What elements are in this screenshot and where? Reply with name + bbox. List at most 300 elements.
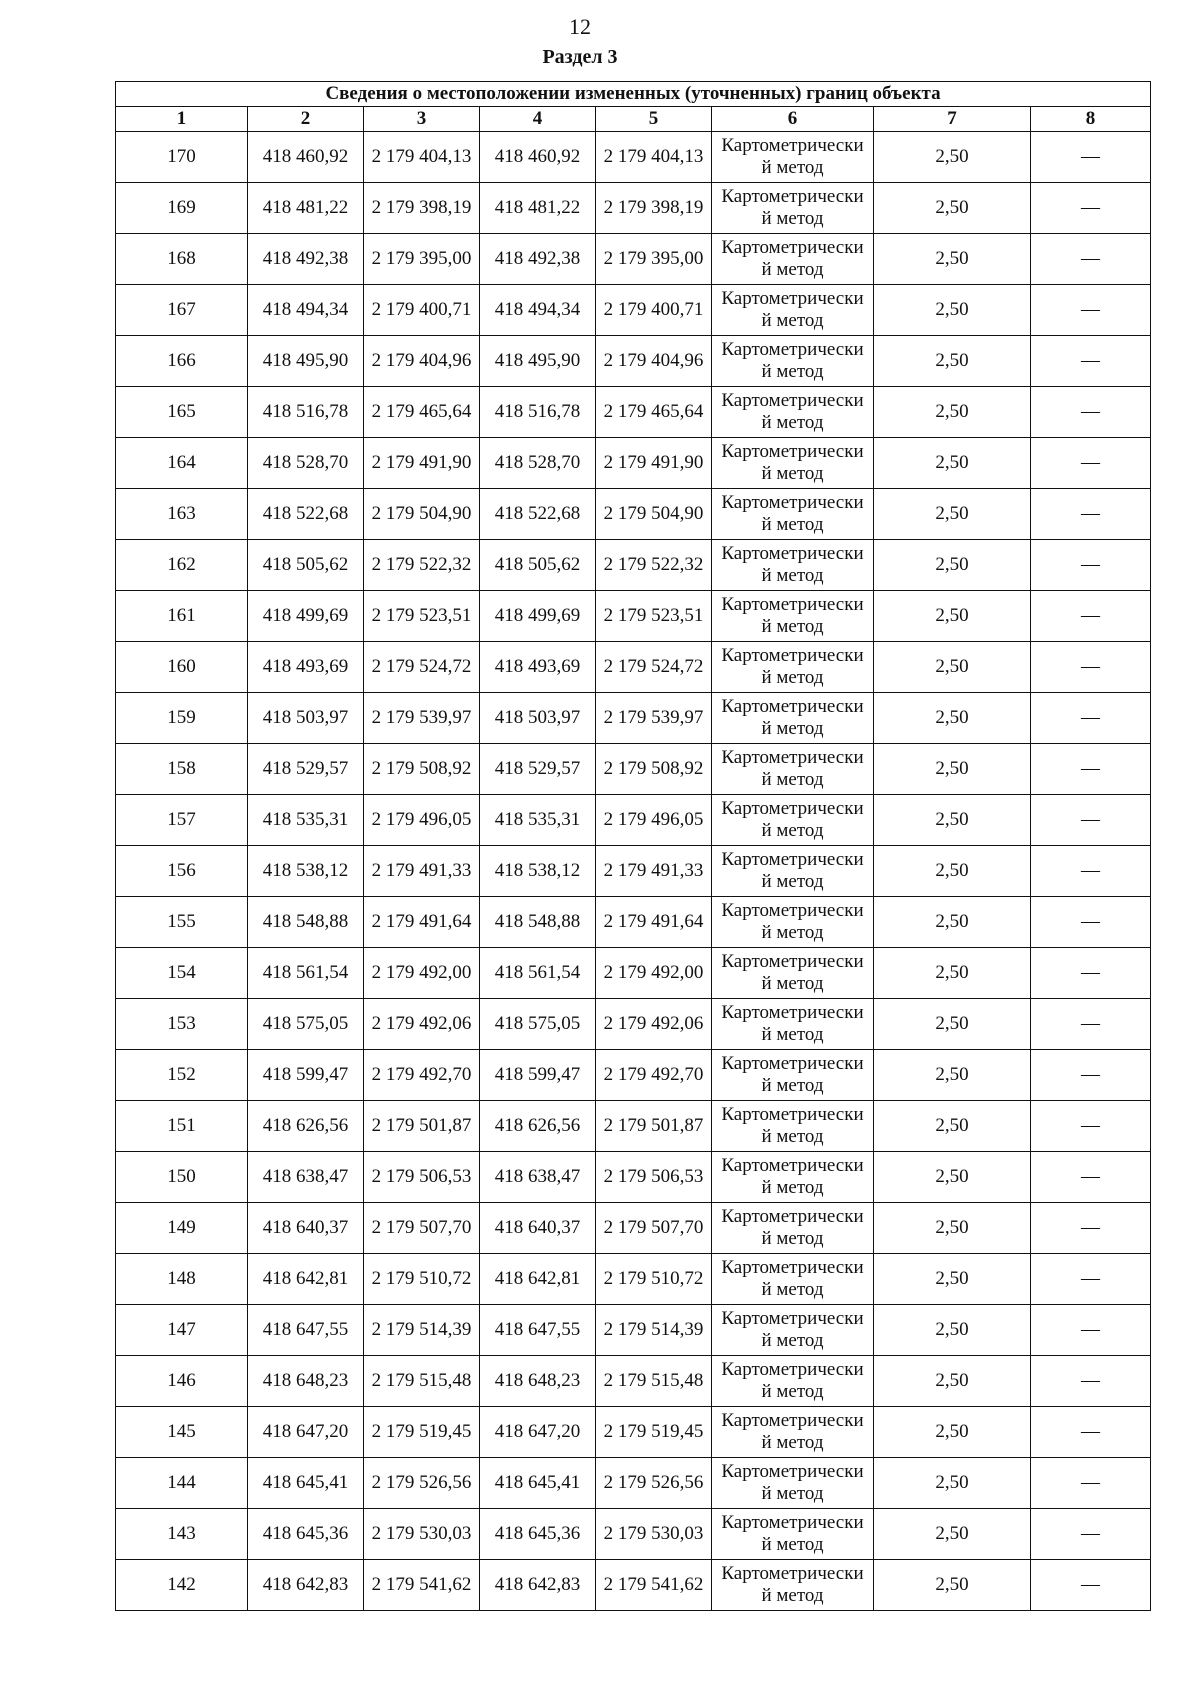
method-text-line1: Картометрически xyxy=(721,288,864,309)
new-x-cell: 418 495,90 xyxy=(480,336,596,387)
table-row xyxy=(116,1305,1151,1356)
existing-y-cell: 2 179 404,96 xyxy=(364,336,480,387)
column-number: 3 xyxy=(364,107,480,132)
new-x-cell: 418 640,37 xyxy=(480,1203,596,1254)
point-number-cell: 166 xyxy=(116,336,248,387)
new-x-cell: 418 575,05 xyxy=(480,999,596,1050)
method-cell xyxy=(712,234,874,285)
table-row xyxy=(116,1407,1151,1458)
table-row xyxy=(116,489,1151,540)
point-number-cell: 162 xyxy=(116,540,248,591)
new-x-cell: 418 522,68 xyxy=(480,489,596,540)
point-number-cell: 156 xyxy=(116,846,248,897)
new-y-cell: 2 179 400,71 xyxy=(596,285,712,336)
method-text-line2: й метод xyxy=(761,1534,824,1555)
new-y-cell: 2 179 492,00 xyxy=(596,948,712,999)
new-x-cell: 418 642,81 xyxy=(480,1254,596,1305)
accuracy-cell: 2,50 xyxy=(874,999,1031,1050)
description-cell: — xyxy=(1031,1152,1151,1203)
existing-x-cell: 418 648,23 xyxy=(248,1356,364,1407)
existing-x-cell: 418 492,38 xyxy=(248,234,364,285)
description-cell: — xyxy=(1031,693,1151,744)
point-number-cell: 153 xyxy=(116,999,248,1050)
new-x-cell: 418 642,83 xyxy=(480,1560,596,1611)
existing-x-cell: 418 647,55 xyxy=(248,1305,364,1356)
existing-x-cell: 418 516,78 xyxy=(248,387,364,438)
method-cell xyxy=(712,1305,874,1356)
table-row xyxy=(116,642,1151,693)
column-number: 4 xyxy=(480,107,596,132)
new-x-cell: 418 481,22 xyxy=(480,183,596,234)
description-cell: — xyxy=(1031,1458,1151,1509)
method-text-line1: Картометрически xyxy=(721,186,864,207)
method-cell xyxy=(712,132,874,183)
new-x-cell: 418 503,97 xyxy=(480,693,596,744)
method-text-line1: Картометрически xyxy=(721,1410,864,1431)
method-text-line2: й метод xyxy=(761,310,824,331)
method-cell xyxy=(712,1356,874,1407)
method-cell xyxy=(712,1101,874,1152)
new-y-cell: 2 179 491,64 xyxy=(596,897,712,948)
description-cell: — xyxy=(1031,1560,1151,1611)
existing-x-cell: 418 561,54 xyxy=(248,948,364,999)
method-text-line2: й метод xyxy=(761,1483,824,1504)
description-cell: — xyxy=(1031,795,1151,846)
method-text-line2: й метод xyxy=(761,667,824,688)
existing-x-cell: 418 538,12 xyxy=(248,846,364,897)
accuracy-cell: 2,50 xyxy=(874,1407,1031,1458)
table-row xyxy=(116,744,1151,795)
new-y-cell: 2 179 522,32 xyxy=(596,540,712,591)
method-text-line2: й метод xyxy=(761,259,824,280)
existing-y-cell: 2 179 541,62 xyxy=(364,1560,480,1611)
table-row xyxy=(116,948,1151,999)
new-y-cell: 2 179 515,48 xyxy=(596,1356,712,1407)
method-text-line2: й метод xyxy=(761,1228,824,1249)
new-x-cell: 418 548,88 xyxy=(480,897,596,948)
new-y-cell: 2 179 519,45 xyxy=(596,1407,712,1458)
new-x-cell: 418 529,57 xyxy=(480,744,596,795)
column-number: 1 xyxy=(116,107,248,132)
existing-y-cell: 2 179 514,39 xyxy=(364,1305,480,1356)
point-number-cell: 146 xyxy=(116,1356,248,1407)
method-text-line1: Картометрически xyxy=(721,543,864,564)
point-number-cell: 163 xyxy=(116,489,248,540)
existing-y-cell: 2 179 491,33 xyxy=(364,846,480,897)
column-number: 6 xyxy=(712,107,874,132)
existing-x-cell: 418 647,20 xyxy=(248,1407,364,1458)
new-y-cell: 2 179 404,13 xyxy=(596,132,712,183)
accuracy-cell: 2,50 xyxy=(874,1152,1031,1203)
accuracy-cell: 2,50 xyxy=(874,795,1031,846)
existing-x-cell: 418 493,69 xyxy=(248,642,364,693)
point-number-cell: 167 xyxy=(116,285,248,336)
method-text-line1: Картометрически xyxy=(721,951,864,972)
table-row xyxy=(116,387,1151,438)
existing-y-cell: 2 179 465,64 xyxy=(364,387,480,438)
description-cell: — xyxy=(1031,1050,1151,1101)
accuracy-cell: 2,50 xyxy=(874,336,1031,387)
method-text-line2: й метод xyxy=(761,1075,824,1096)
existing-x-cell: 418 642,83 xyxy=(248,1560,364,1611)
method-text-line1: Картометрически xyxy=(721,696,864,717)
method-text-line2: й метод xyxy=(761,1381,824,1402)
existing-x-cell: 418 505,62 xyxy=(248,540,364,591)
method-text-line2: й метод xyxy=(761,1024,824,1045)
new-x-cell: 418 516,78 xyxy=(480,387,596,438)
new-y-cell: 2 179 465,64 xyxy=(596,387,712,438)
point-number-cell: 149 xyxy=(116,1203,248,1254)
new-y-cell: 2 179 506,53 xyxy=(596,1152,712,1203)
new-y-cell: 2 179 398,19 xyxy=(596,183,712,234)
table-row xyxy=(116,693,1151,744)
existing-y-cell: 2 179 507,70 xyxy=(364,1203,480,1254)
table-row xyxy=(116,1203,1151,1254)
new-y-cell: 2 179 508,92 xyxy=(596,744,712,795)
description-cell: — xyxy=(1031,285,1151,336)
description-cell: — xyxy=(1031,642,1151,693)
new-x-cell: 418 645,41 xyxy=(480,1458,596,1509)
accuracy-cell: 2,50 xyxy=(874,1254,1031,1305)
method-cell xyxy=(712,642,874,693)
description-cell: — xyxy=(1031,846,1151,897)
table-row xyxy=(116,234,1151,285)
point-number-cell: 154 xyxy=(116,948,248,999)
existing-x-cell: 418 645,41 xyxy=(248,1458,364,1509)
accuracy-cell: 2,50 xyxy=(874,642,1031,693)
method-text-line1: Картометрически xyxy=(721,237,864,258)
description-cell: — xyxy=(1031,999,1151,1050)
table-row xyxy=(116,540,1151,591)
method-text-line1: Картометрически xyxy=(721,1563,864,1584)
new-y-cell: 2 179 507,70 xyxy=(596,1203,712,1254)
description-cell: — xyxy=(1031,1509,1151,1560)
existing-y-cell: 2 179 492,70 xyxy=(364,1050,480,1101)
method-text-line1: Картометрически xyxy=(721,1257,864,1278)
method-text-line2: й метод xyxy=(761,769,824,790)
method-cell xyxy=(712,948,874,999)
table-row xyxy=(116,1254,1151,1305)
table-row xyxy=(116,183,1151,234)
column-number: 7 xyxy=(874,107,1031,132)
table-row xyxy=(116,1050,1151,1101)
new-y-cell: 2 179 504,90 xyxy=(596,489,712,540)
existing-y-cell: 2 179 508,92 xyxy=(364,744,480,795)
table-caption: Сведения о местоположении измененных (уточненных) границ объекта xyxy=(116,82,1151,107)
table-row xyxy=(116,1509,1151,1560)
existing-x-cell: 418 528,70 xyxy=(248,438,364,489)
new-x-cell: 418 599,47 xyxy=(480,1050,596,1101)
method-text-line1: Картометрически xyxy=(721,441,864,462)
method-text-line1: Картометрически xyxy=(721,645,864,666)
table-row xyxy=(116,897,1151,948)
coordinates-table xyxy=(115,81,1151,1611)
point-number-cell: 160 xyxy=(116,642,248,693)
column-number: 5 xyxy=(596,107,712,132)
description-cell: — xyxy=(1031,234,1151,285)
accuracy-cell: 2,50 xyxy=(874,540,1031,591)
method-text-line2: й метод xyxy=(761,157,824,178)
new-x-cell: 418 494,34 xyxy=(480,285,596,336)
existing-y-cell: 2 179 501,87 xyxy=(364,1101,480,1152)
table-body xyxy=(116,132,1151,1611)
method-cell xyxy=(712,387,874,438)
description-cell: — xyxy=(1031,1356,1151,1407)
method-text-line1: Картометрически xyxy=(721,1512,864,1533)
existing-y-cell: 2 179 522,32 xyxy=(364,540,480,591)
method-text-line2: й метод xyxy=(761,463,824,484)
accuracy-cell: 2,50 xyxy=(874,846,1031,897)
description-cell: — xyxy=(1031,1203,1151,1254)
accuracy-cell: 2,50 xyxy=(874,744,1031,795)
existing-x-cell: 418 460,92 xyxy=(248,132,364,183)
existing-x-cell: 418 575,05 xyxy=(248,999,364,1050)
existing-y-cell: 2 179 515,48 xyxy=(364,1356,480,1407)
new-y-cell: 2 179 491,90 xyxy=(596,438,712,489)
existing-x-cell: 418 494,34 xyxy=(248,285,364,336)
method-text-line2: й метод xyxy=(761,973,824,994)
existing-y-cell: 2 179 398,19 xyxy=(364,183,480,234)
method-text-line1: Картометрически xyxy=(721,135,864,156)
method-text-line2: й метод xyxy=(761,514,824,535)
method-text-line1: Картометрически xyxy=(721,900,864,921)
new-x-cell: 418 460,92 xyxy=(480,132,596,183)
accuracy-cell: 2,50 xyxy=(874,1509,1031,1560)
existing-y-cell: 2 179 506,53 xyxy=(364,1152,480,1203)
method-cell xyxy=(712,591,874,642)
new-x-cell: 418 538,12 xyxy=(480,846,596,897)
method-cell xyxy=(712,336,874,387)
description-cell: — xyxy=(1031,591,1151,642)
table-row xyxy=(116,438,1151,489)
method-text-line2: й метод xyxy=(761,820,824,841)
new-x-cell: 418 645,36 xyxy=(480,1509,596,1560)
column-number: 2 xyxy=(248,107,364,132)
method-text-line2: й метод xyxy=(761,1126,824,1147)
page-number: 12 xyxy=(569,14,591,39)
point-number-cell: 168 xyxy=(116,234,248,285)
point-number-cell: 151 xyxy=(116,1101,248,1152)
accuracy-cell: 2,50 xyxy=(874,183,1031,234)
existing-x-cell: 418 535,31 xyxy=(248,795,364,846)
method-text-line1: Картометрически xyxy=(721,339,864,360)
existing-x-cell: 418 548,88 xyxy=(248,897,364,948)
existing-x-cell: 418 626,56 xyxy=(248,1101,364,1152)
point-number-cell: 144 xyxy=(116,1458,248,1509)
accuracy-cell: 2,50 xyxy=(874,234,1031,285)
method-cell xyxy=(712,183,874,234)
new-x-cell: 418 492,38 xyxy=(480,234,596,285)
method-text-line2: й метод xyxy=(761,922,824,943)
table-row xyxy=(116,1458,1151,1509)
description-cell: — xyxy=(1031,948,1151,999)
method-text-line1: Картометрически xyxy=(721,798,864,819)
point-number-cell: 148 xyxy=(116,1254,248,1305)
new-x-cell: 418 499,69 xyxy=(480,591,596,642)
new-x-cell: 418 647,20 xyxy=(480,1407,596,1458)
method-cell xyxy=(712,540,874,591)
method-text-line2: й метод xyxy=(761,208,824,229)
description-cell: — xyxy=(1031,1101,1151,1152)
table-row xyxy=(116,591,1151,642)
new-y-cell: 2 179 541,62 xyxy=(596,1560,712,1611)
accuracy-cell: 2,50 xyxy=(874,1203,1031,1254)
existing-y-cell: 2 179 504,90 xyxy=(364,489,480,540)
new-y-cell: 2 179 404,96 xyxy=(596,336,712,387)
new-y-cell: 2 179 395,00 xyxy=(596,234,712,285)
method-text-line1: Картометрически xyxy=(721,1155,864,1176)
description-cell: — xyxy=(1031,1254,1151,1305)
accuracy-cell: 2,50 xyxy=(874,132,1031,183)
point-number-cell: 142 xyxy=(116,1560,248,1611)
method-text-line2: й метод xyxy=(761,1177,824,1198)
point-number-cell: 164 xyxy=(116,438,248,489)
description-cell: — xyxy=(1031,438,1151,489)
accuracy-cell: 2,50 xyxy=(874,438,1031,489)
section-title: Раздел 3 xyxy=(542,46,618,68)
existing-y-cell: 2 179 491,90 xyxy=(364,438,480,489)
method-cell xyxy=(712,1509,874,1560)
accuracy-cell: 2,50 xyxy=(874,693,1031,744)
method-text-line2: й метод xyxy=(761,616,824,637)
existing-y-cell: 2 179 492,00 xyxy=(364,948,480,999)
description-cell: — xyxy=(1031,1305,1151,1356)
table-row xyxy=(116,1560,1151,1611)
method-cell xyxy=(712,744,874,795)
table-row xyxy=(116,795,1151,846)
existing-y-cell: 2 179 404,13 xyxy=(364,132,480,183)
new-x-cell: 418 493,69 xyxy=(480,642,596,693)
method-cell xyxy=(712,489,874,540)
new-y-cell: 2 179 523,51 xyxy=(596,591,712,642)
description-cell: — xyxy=(1031,489,1151,540)
accuracy-cell: 2,50 xyxy=(874,285,1031,336)
description-cell: — xyxy=(1031,897,1151,948)
accuracy-cell: 2,50 xyxy=(874,1101,1031,1152)
new-x-cell: 418 505,62 xyxy=(480,540,596,591)
new-y-cell: 2 179 526,56 xyxy=(596,1458,712,1509)
existing-x-cell: 418 638,47 xyxy=(248,1152,364,1203)
method-text-line1: Картометрически xyxy=(721,594,864,615)
table-row xyxy=(116,999,1151,1050)
accuracy-cell: 2,50 xyxy=(874,1050,1031,1101)
existing-y-cell: 2 179 524,72 xyxy=(364,642,480,693)
new-y-cell: 2 179 492,06 xyxy=(596,999,712,1050)
existing-x-cell: 418 495,90 xyxy=(248,336,364,387)
method-cell xyxy=(712,1407,874,1458)
new-x-cell: 418 528,70 xyxy=(480,438,596,489)
method-text-line1: Картометрически xyxy=(721,1104,864,1125)
new-y-cell: 2 179 514,39 xyxy=(596,1305,712,1356)
new-y-cell: 2 179 539,97 xyxy=(596,693,712,744)
method-text-line1: Картометрически xyxy=(721,390,864,411)
table-row xyxy=(116,336,1151,387)
point-number-cell: 155 xyxy=(116,897,248,948)
accuracy-cell: 2,50 xyxy=(874,1356,1031,1407)
existing-x-cell: 418 481,22 xyxy=(248,183,364,234)
method-cell xyxy=(712,693,874,744)
table-row xyxy=(116,1101,1151,1152)
point-number-cell: 150 xyxy=(116,1152,248,1203)
method-text-line1: Картометрически xyxy=(721,1359,864,1380)
existing-x-cell: 418 599,47 xyxy=(248,1050,364,1101)
new-x-cell: 418 535,31 xyxy=(480,795,596,846)
new-x-cell: 418 561,54 xyxy=(480,948,596,999)
existing-y-cell: 2 179 395,00 xyxy=(364,234,480,285)
method-text-line1: Картометрически xyxy=(721,1206,864,1227)
description-cell: — xyxy=(1031,1407,1151,1458)
new-y-cell: 2 179 524,72 xyxy=(596,642,712,693)
new-y-cell: 2 179 530,03 xyxy=(596,1509,712,1560)
accuracy-cell: 2,50 xyxy=(874,489,1031,540)
accuracy-cell: 2,50 xyxy=(874,897,1031,948)
existing-x-cell: 418 640,37 xyxy=(248,1203,364,1254)
description-cell: — xyxy=(1031,336,1151,387)
method-text-line2: й метод xyxy=(761,1279,824,1300)
method-text-line2: й метод xyxy=(761,1432,824,1453)
existing-y-cell: 2 179 492,06 xyxy=(364,999,480,1050)
point-number-cell: 170 xyxy=(116,132,248,183)
existing-y-cell: 2 179 526,56 xyxy=(364,1458,480,1509)
method-cell xyxy=(712,1560,874,1611)
point-number-cell: 147 xyxy=(116,1305,248,1356)
point-number-cell: 143 xyxy=(116,1509,248,1560)
existing-y-cell: 2 179 519,45 xyxy=(364,1407,480,1458)
accuracy-cell: 2,50 xyxy=(874,948,1031,999)
method-text-line1: Картометрически xyxy=(721,1461,864,1482)
existing-x-cell: 418 645,36 xyxy=(248,1509,364,1560)
method-text-line2: й метод xyxy=(761,871,824,892)
method-text-line2: й метод xyxy=(761,1330,824,1351)
accuracy-cell: 2,50 xyxy=(874,1458,1031,1509)
description-cell: — xyxy=(1031,132,1151,183)
method-cell xyxy=(712,897,874,948)
method-text-line2: й метод xyxy=(761,412,824,433)
description-cell: — xyxy=(1031,183,1151,234)
method-cell xyxy=(712,1254,874,1305)
method-text-line2: й метод xyxy=(761,1585,824,1606)
point-number-cell: 152 xyxy=(116,1050,248,1101)
existing-y-cell: 2 179 510,72 xyxy=(364,1254,480,1305)
accuracy-cell: 2,50 xyxy=(874,387,1031,438)
description-cell: — xyxy=(1031,387,1151,438)
new-y-cell: 2 179 510,72 xyxy=(596,1254,712,1305)
method-cell xyxy=(712,1203,874,1254)
method-cell xyxy=(712,438,874,489)
accuracy-cell: 2,50 xyxy=(874,1560,1031,1611)
existing-y-cell: 2 179 496,05 xyxy=(364,795,480,846)
method-text-line1: Картометрически xyxy=(721,1308,864,1329)
method-text-line1: Картометрически xyxy=(721,1002,864,1023)
point-number-cell: 165 xyxy=(116,387,248,438)
existing-y-cell: 2 179 539,97 xyxy=(364,693,480,744)
method-text-line1: Картометрически xyxy=(721,747,864,768)
description-cell: — xyxy=(1031,744,1151,795)
new-y-cell: 2 179 491,33 xyxy=(596,846,712,897)
new-x-cell: 418 638,47 xyxy=(480,1152,596,1203)
new-y-cell: 2 179 496,05 xyxy=(596,795,712,846)
existing-y-cell: 2 179 400,71 xyxy=(364,285,480,336)
accuracy-cell: 2,50 xyxy=(874,1305,1031,1356)
method-cell xyxy=(712,1152,874,1203)
method-text-line2: й метод xyxy=(761,361,824,382)
existing-x-cell: 418 503,97 xyxy=(248,693,364,744)
method-text-line1: Картометрически xyxy=(721,849,864,870)
method-text-line2: й метод xyxy=(761,565,824,586)
existing-y-cell: 2 179 523,51 xyxy=(364,591,480,642)
existing-y-cell: 2 179 530,03 xyxy=(364,1509,480,1560)
new-x-cell: 418 647,55 xyxy=(480,1305,596,1356)
